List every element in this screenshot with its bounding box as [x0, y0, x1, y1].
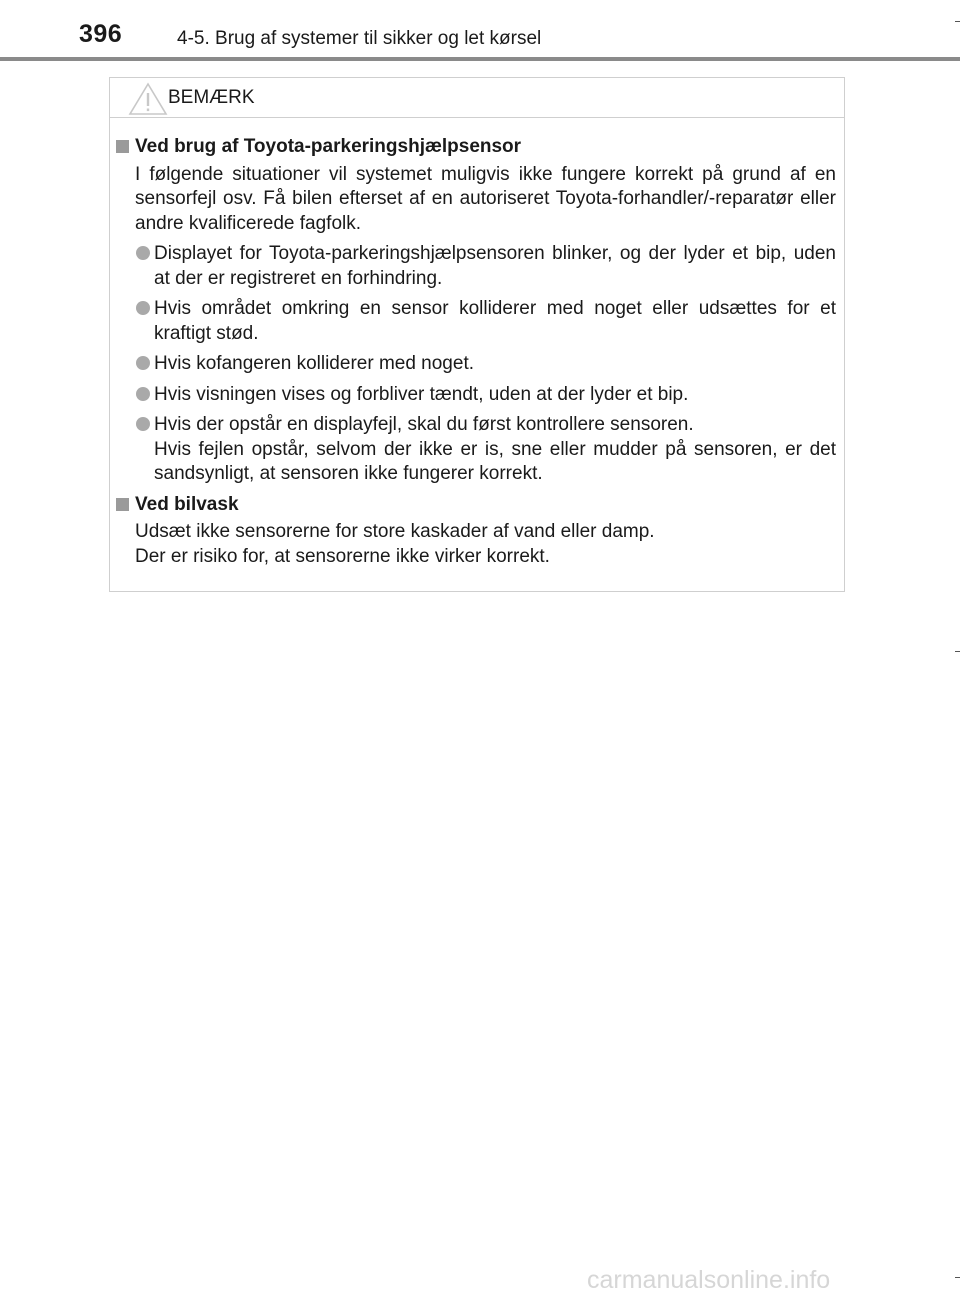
page-number: 396	[79, 20, 123, 48]
crop-mark	[955, 21, 960, 22]
section-intro: I følgende situationer vil systemet muligvis ikke fungere korrekt på grund af en sensorfejl osv. Få bilen efterset af en autoriseret Toyota-forhandler/-reparatør eller andre kvalificerede fagfolk.	[135, 163, 836, 234]
circle-bullet-icon	[136, 387, 150, 401]
list-item: Hvis området omkring en sensor kolliderer med noget eller udsættes for et kraftigt stød.	[116, 297, 836, 346]
circle-bullet-icon	[136, 246, 150, 260]
section-title-car-wash: Ved bilvask	[116, 493, 836, 518]
crop-mark	[955, 1277, 960, 1278]
header-rule	[0, 57, 960, 61]
list-item: Hvis visningen vises og forbliver tændt, uden at der lyder et bip.	[116, 383, 836, 408]
square-bullet-icon	[116, 498, 129, 511]
list-item: Hvis der opstår en displayfejl, skal du først kontrollere sensoren. Hvis fejlen opstår, selvom der ikke er is, sne eller mudder på sensoren, er det sandsynligt, at sensoren ikke fungerer korrekt.	[116, 413, 836, 487]
notice-header	[110, 78, 844, 118]
section-line: Udsæt ikke sensorerne for store kaskader af vand eller damp.	[135, 521, 655, 542]
chapter-title: 4-5. Brug af systemer til sikker og let kørsel	[177, 28, 542, 49]
section-title-parking-sensor: Ved brug af Toyota-parkeringshjælpsensor	[116, 135, 836, 160]
circle-bullet-icon	[136, 417, 150, 431]
circle-bullet-icon	[136, 301, 150, 315]
watermark: carmanualsonline.info	[587, 1266, 831, 1294]
notice-label: BEMÆRK	[168, 87, 255, 108]
list-item: Hvis kofangeren kolliderer med noget.	[116, 352, 836, 377]
notice-box	[109, 77, 845, 592]
circle-bullet-icon	[136, 356, 150, 370]
notice-body	[110, 118, 844, 569]
list-item-continuation: Hvis fejlen opstår, selvom der ikke er is, sne eller mudder på sensoren, er det sandsynligt, at sensoren ikke fungerer korrekt.	[154, 438, 836, 484]
warning-triangle-icon	[128, 82, 168, 116]
section-line: Der er risiko for, at sensorerne ikke virker korrekt.	[135, 545, 550, 567]
page-header	[0, 0, 960, 62]
list-item: Displayet for Toyota-parkeringshjælpsensoren blinker, og der lyder et bip, uden at der er registreret en forhindring.	[116, 242, 836, 291]
square-bullet-icon	[116, 140, 129, 153]
crop-mark	[955, 651, 960, 652]
